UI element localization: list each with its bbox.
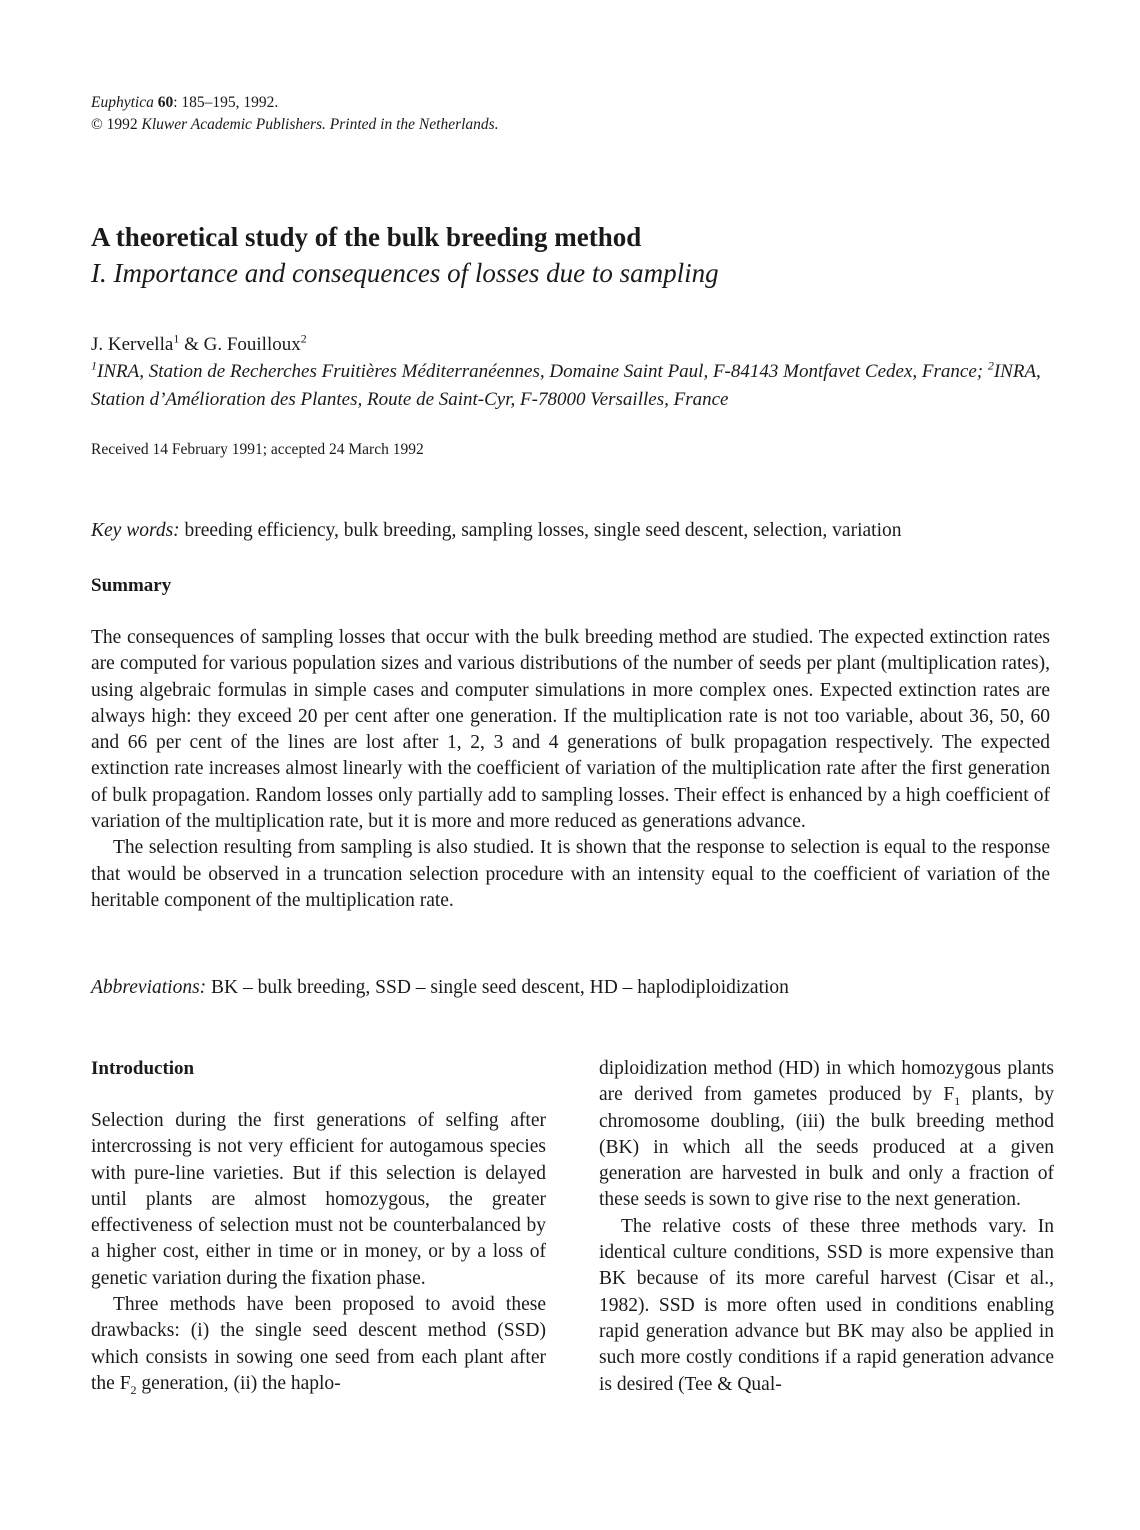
author-name: J. Kervella [91, 334, 174, 355]
affiliations [91, 358, 1061, 414]
author-affil-marker: 1 [173, 331, 180, 346]
summary-body [91, 625, 1050, 914]
received-dates: Received 14 February 1991; accepted 24 March 1992 [91, 441, 424, 458]
author-affil-marker: 2 [300, 331, 307, 346]
summary-paragraph: The selection resulting from sampling is also studied. It is shown that the response to selection is equal to the response that would be observed in a truncation selection procedure with an intensity equal to the coefficient of variation of the heritable component of the multiplication rate. [91, 837, 1050, 911]
intro-paragraph [91, 1292, 546, 1397]
intro-text: diploidization method (HD) in which homozygous plants are derived from gametes produced by F [599, 1058, 1054, 1106]
journal-volume: 60 [157, 94, 174, 111]
paper-title: A theoretical study of the bulk breeding method [91, 222, 642, 252]
affil-marker: 2 [987, 358, 994, 373]
affiliation-text: INRA, Station d’Amélioration des Plantes, Route de Saint-Cyr, F-78000 Versailles, France [91, 361, 1041, 410]
summary-heading: Summary [91, 575, 172, 596]
intro-text: Three methods have been proposed to avoid these drawbacks: (i) the single seed descent method (SSD) which consists in sowing one seed from each plant after the F [91, 1294, 546, 1394]
introduction-heading: Introduction [91, 1058, 195, 1079]
keywords [91, 517, 902, 545]
copyright-year: 1992 [102, 116, 142, 133]
copyright-icon: © [91, 116, 103, 133]
copyright-line [91, 114, 499, 136]
intro-column-right [599, 1056, 1054, 1398]
journal-name: Euphytica [91, 94, 154, 111]
abbreviations-text: BK – bulk breeding, SSD – single seed descent, HD – haplodiploidization [206, 977, 789, 998]
affil-marker: 1 [91, 358, 97, 373]
intro-text: plants, by chromosome doubling, (iii) the bulk breeding method (BK) in which all the seeds produced at a given generation are harvested in bulk and only a fraction of these seeds is sown to give rise to the next generation. [599, 1084, 1054, 1211]
publisher-text: Kluwer Academic Publishers. Printed in the Netherlands. [141, 116, 499, 133]
paper-subtitle: I. Importance and consequences of losses due to sampling [91, 258, 719, 288]
keywords-label: Key words: [91, 520, 180, 541]
intro-paragraph: The relative costs of these three methods vary. In identical culture conditions, SSD is more expensive than BK because of its more careful harvest (Cisar et al., 1982). SSD is more often used in conditions enabling rapid generation advance but BK may also be applied in such more costly conditions if a rapid generation advance is desired (Tee & Qual- [599, 1215, 1054, 1395]
keywords-text: breeding efficiency, bulk breeding, sampling losses, single seed descent, selection, variation [179, 520, 902, 541]
generation-subscript: 1 [954, 1094, 961, 1109]
abbreviations-label: Abbreviations: [91, 977, 207, 998]
author-separator: & [179, 334, 204, 355]
generation-subscript: 2 [130, 1382, 137, 1397]
citation-line [91, 92, 499, 114]
journal-citation [91, 92, 499, 136]
abbreviations [91, 974, 789, 1002]
affiliation-text: INRA, Station de Recherches Fruitières Méditerranéennes, Domaine Saint Paul, F-84143 Montfavet Cedex, France; [97, 361, 988, 382]
intro-text: generation, (ii) the haplo- [136, 1372, 341, 1394]
summary-paragraph: The consequences of sampling losses that occur with the bulk breeding method are studied. The expected extinction rates are computed for various population sizes and various distributions of the number of seeds per plant (multiplication rates), using algebraic formulas in simple cases and computer simulations in more complex ones. Expected extinction rates are always high: they exceed 20 per cent after one generation. If the multiplication rate is not too variable, about 36, 50, 60 and 66 per cent of the lines are lost after 1, 2, 3 and 4 generations of bulk propagation respectively. The expected extinction rate increases almost linearly with the coefficient of variation of the multiplication rate after the first generation of bulk propagation. Random losses only partially add to sampling losses. Their effect is enhanced by a high coefficient of variation of the multiplication rate, but it is more and more reduced as generations advance. [91, 627, 1050, 833]
author-name: G. Fouilloux [203, 334, 301, 355]
journal-pages: : 185–195, 1992. [173, 94, 279, 111]
author-line [91, 332, 307, 358]
intro-paragraph: Selection during the first generations of selfing after intercrossing is not very efficient for autogamous species with pure-line varieties. But if this selection is delayed until plants are almost homozygous, the greater effectiveness of selection must not be counterbalanced by a higher cost, either in time or in money, or by a loss of genetic variation during the fixation phase. [91, 1110, 546, 1289]
intro-column-left [91, 1056, 546, 1397]
intro-paragraph [599, 1056, 1054, 1214]
